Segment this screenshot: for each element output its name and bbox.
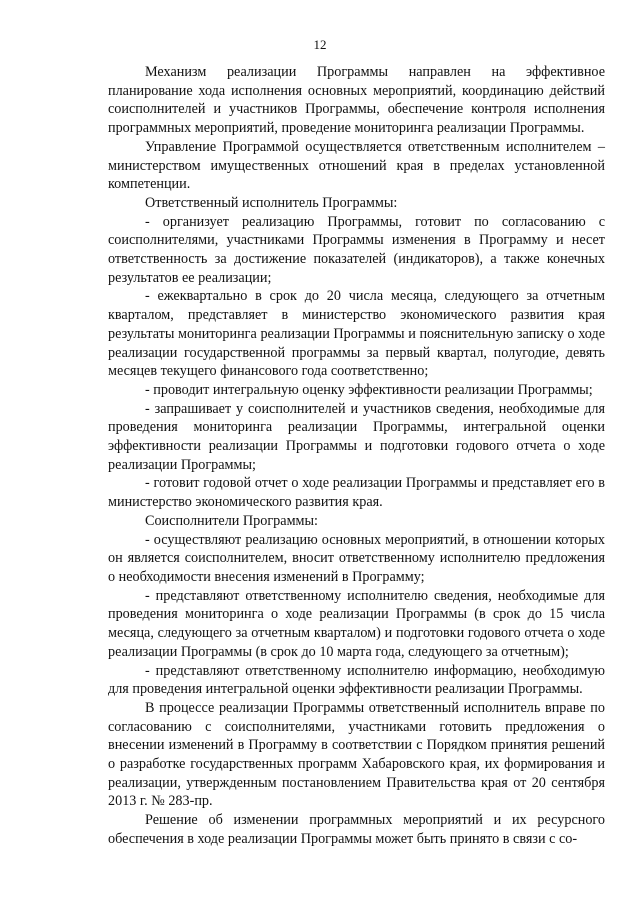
list-item-integral-info: - представляют ответственному исполнителю информацию, необходимую для проведения интегральной оценки эффективности реализации Программы. bbox=[108, 662, 605, 698]
paragraph-management: Управление Программой осуществляется ответственным исполнителем – министерством имущественных отношений края в пределах установленной компетенции. bbox=[108, 138, 605, 193]
paragraph-amendments: В процессе реализации Программы ответственный исполнитель вправе по согласованию с соисполнителями, участниками готовить предложения о внесении изменений в Программу в соответствии с Порядком принятия решений о разработке государственных программ Хабаровского края, их формирования и реализации, утвержденным постановлением Правительства края от 20 сентября 2013 г. № 283-пр. bbox=[108, 699, 605, 810]
document-body bbox=[108, 63, 605, 849]
paragraph-mechanism: Механизм реализации Программы направлен на эффективное планирование хода исполнения основных мероприятий, координацию действий соисполнителей и участников Программы, обеспечение контроля исполнения программных мероприятий, проведение мониторинга реализации Программы. bbox=[108, 64, 605, 137]
list-item-monitoring-info: - представляют ответственному исполнителю сведения, необходимые для проведения мониторинга о ходе реализации Программы (в срок до 15 числа месяца, следующего за отчетным кварталом) и подготовки годового отчета о ходе реализации Программы (в срок до 10 марта года, следующего за отчетным); bbox=[108, 587, 605, 660]
list-item-requests: - запрашивает у соисполнителей и участников сведения, необходимые для проведения мониторинга реализации Программы, интегральной оценки эффективности реализации Программы и подготовки годового отчета о ходе реализации Программы; bbox=[108, 400, 605, 473]
heading-responsible-executor: Ответственный исполнитель Программы: bbox=[145, 194, 398, 211]
list-item-integral-assessment: - проводит интегральную оценку эффективности реализации Программы; bbox=[145, 381, 593, 398]
list-item-implement: - осуществляют реализацию основных мероприятий, в отношении которых он является соисполнителем, вносит ответственному исполнителю предложения о необходимости внесения изменений в Программу; bbox=[108, 531, 605, 585]
heading-co-executors: Соисполнители Программы: bbox=[145, 512, 319, 529]
list-item-organizes: - организует реализацию Программы, готовит по согласованию с соисполнителями, участниками Программы изменения в Программу и несет ответственность за достижение показателей (индикаторов), а также конечных результатов ее реализации; bbox=[108, 213, 605, 286]
page-number: 12 bbox=[313, 37, 327, 52]
list-item-annual-report: - готовит годовой отчет о ходе реализации Программы и представляет его в министерство экономического развития края. bbox=[108, 475, 605, 511]
list-item-quarterly: - ежеквартально в срок до 20 числа месяца, следующего за отчетным кварталом, представляет в министерство экономического развития края результаты мониторинга реализации Программы и пояснительную записку о ходе реализации государственной программы за первый квартал, полугодие, девять месяцев текущего финансового года соответственно; bbox=[108, 288, 605, 380]
paragraph-decision: Решение об изменении программных мероприятий и их ресурсного обеспечения в ходе реализации Программы может быть принято в связи с со- bbox=[108, 812, 605, 847]
